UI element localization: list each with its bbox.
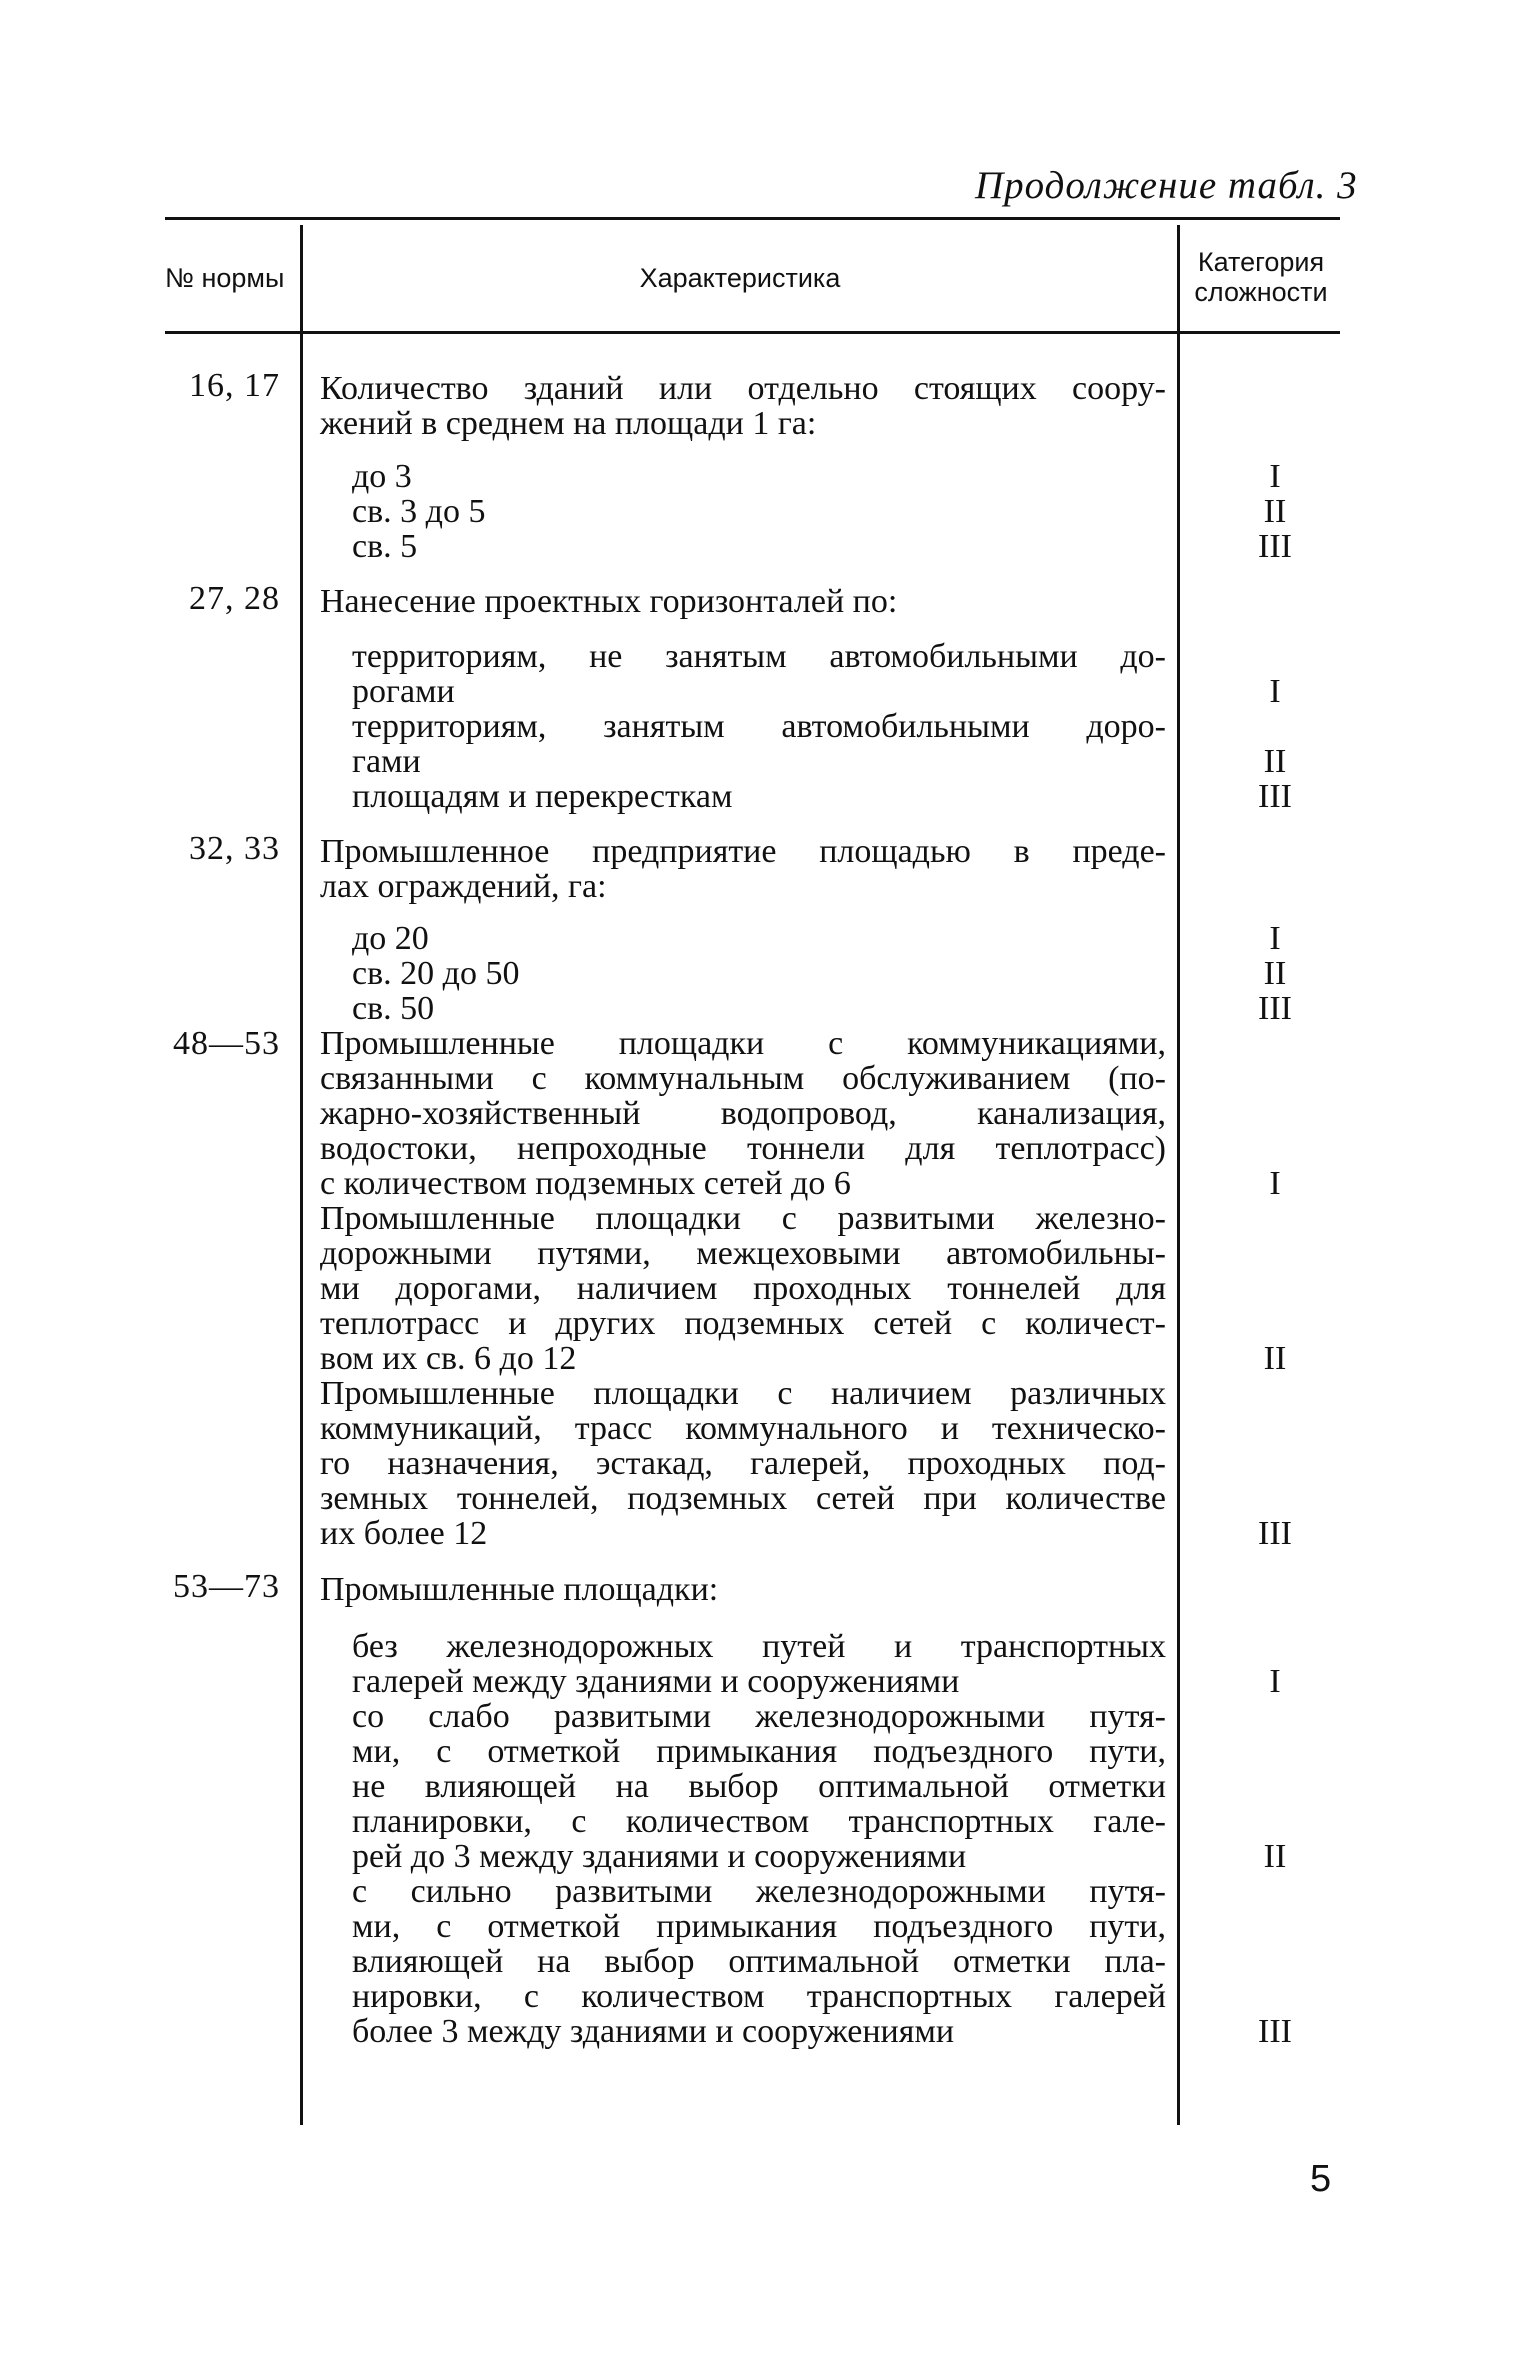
characteristic-line: теплотрасс и других подземных сетей с количест- <box>320 1305 1166 1342</box>
norm-number: 32, 33 <box>189 830 280 867</box>
header-category-line2: сложности <box>1194 277 1328 307</box>
characteristic-subline: ми, с отметкой примыкания подъездного пути, <box>352 1908 1166 1945</box>
characteristic-subline: более 3 между зданиями и сооружениями <box>352 2013 955 2050</box>
header-complexity-category <box>1182 247 1340 307</box>
complexity-category: II <box>1263 743 1287 780</box>
characteristic-line: коммуникаций, трасс коммунального и техническо- <box>320 1410 1166 1447</box>
characteristic-subline: не влияющей на выбор оптимальной отметки <box>352 1768 1166 1805</box>
header-category-line1: Категория <box>1197 247 1325 277</box>
complexity-category: I <box>1269 920 1281 957</box>
complexity-category: III <box>1258 2013 1292 2050</box>
characteristic-subline: рогами <box>352 673 455 710</box>
complexity-category: II <box>1263 493 1287 530</box>
characteristic-line: с количеством подземных сетей до 6 <box>320 1165 851 1202</box>
characteristic-subline: до 3 <box>352 458 412 495</box>
characteristic-subline: св. 50 <box>352 990 435 1027</box>
characteristic-subline: св. 5 <box>352 528 418 565</box>
characteristic-subline: нировки, с количеством транспортных галерей <box>352 1978 1166 2015</box>
characteristic-subline: св. 20 до 50 <box>352 955 520 992</box>
complexity-category: III <box>1258 1515 1292 1552</box>
characteristic-subline: влияющей на выбор оптимальной отметки пла- <box>352 1943 1166 1980</box>
characteristic-line: Количество зданий или отдельно стоящих соору- <box>320 370 1166 407</box>
characteristic-line: жарно-хозяйственный водопровод, канализация, <box>320 1095 1166 1132</box>
characteristic-subline: без железнодорожных путей и транспортных <box>352 1628 1166 1665</box>
complexity-category: III <box>1258 990 1292 1027</box>
table-top-rule <box>165 217 1340 220</box>
characteristic-line: водостоки, непроходные тоннели для теплотрасс) <box>320 1130 1166 1167</box>
complexity-category: I <box>1269 1663 1281 1700</box>
characteristic-line: Промышленное предприятие площадью в преде- <box>320 833 1166 870</box>
header-characteristic: Характеристика <box>639 263 841 293</box>
characteristic-line: вом их св. 6 до 12 <box>320 1340 577 1377</box>
norm-number: 53—73 <box>173 1568 280 1605</box>
characteristic-subline: территориям, занятым автомобильными доро- <box>352 708 1166 745</box>
norm-number: 27, 28 <box>189 580 280 617</box>
characteristic-line: ми дорогами, наличием проходных тоннелей для <box>320 1270 1166 1307</box>
characteristic-subline: галерей между зданиями и сооружениями <box>352 1663 960 1700</box>
characteristic-line: Промышленные площадки с наличием различных <box>320 1375 1166 1412</box>
characteristic-line: земных тоннелей, подземных сетей при количестве <box>320 1480 1166 1517</box>
complexity-category: I <box>1269 1165 1281 1202</box>
table-caption: Продолжение табл. 3 <box>975 164 1358 207</box>
characteristic-subline: св. 3 до 5 <box>352 493 486 530</box>
complexity-category: I <box>1269 673 1281 710</box>
characteristic-line: Нанесение проектных горизонталей по: <box>320 583 898 620</box>
complexity-category: II <box>1263 955 1287 992</box>
header-norm-number: № нормы <box>165 263 285 293</box>
complexity-category: III <box>1258 528 1292 565</box>
characteristic-line: жений в среднем на площади 1 га: <box>320 405 817 442</box>
header-bottom-rule <box>165 331 1340 334</box>
complexity-category: III <box>1258 778 1292 815</box>
characteristic-subline: рей до 3 между зданиями и сооружениями <box>352 1838 967 1875</box>
characteristic-subline: ми, с отметкой примыкания подъездного пути, <box>352 1733 1166 1770</box>
characteristic-subline: до 20 <box>352 920 429 957</box>
complexity-category: I <box>1269 458 1281 495</box>
column-divider-2 <box>1177 225 1180 2125</box>
characteristic-line: Промышленные площадки: <box>320 1571 719 1608</box>
characteristic-line: Промышленные площадки с коммуникациями, <box>320 1025 1166 1062</box>
norm-number: 48—53 <box>173 1025 280 1062</box>
column-divider-1 <box>300 225 303 2125</box>
complexity-category: II <box>1263 1340 1287 1377</box>
characteristic-subline: планировки, с количеством транспортных гале- <box>352 1803 1166 1840</box>
characteristic-subline: гами <box>352 743 421 780</box>
norm-number: 16, 17 <box>189 367 280 404</box>
characteristic-subline: площадям и перекресткам <box>352 778 733 815</box>
characteristic-line: дорожными путями, межцеховыми автомобильны- <box>320 1235 1166 1272</box>
characteristic-subline: с сильно развитыми железнодорожными путя- <box>352 1873 1166 1910</box>
characteristic-line: их более 12 <box>320 1515 488 1552</box>
characteristic-subline: со слабо развитыми железнодорожными путя- <box>352 1698 1166 1735</box>
characteristic-line: го назначения, эстакад, галерей, проходных под- <box>320 1445 1166 1482</box>
characteristic-subline: территориям, не занятым автомобильными до- <box>352 638 1166 675</box>
characteristic-line: Промышленные площадки с развитыми железно- <box>320 1200 1166 1237</box>
characteristic-line: лах ограждений, га: <box>320 868 607 905</box>
characteristic-line: связанными с коммунальным обслуживанием (по- <box>320 1060 1166 1097</box>
page-number: 5 <box>1310 2158 1332 2200</box>
complexity-category: II <box>1263 1838 1287 1875</box>
